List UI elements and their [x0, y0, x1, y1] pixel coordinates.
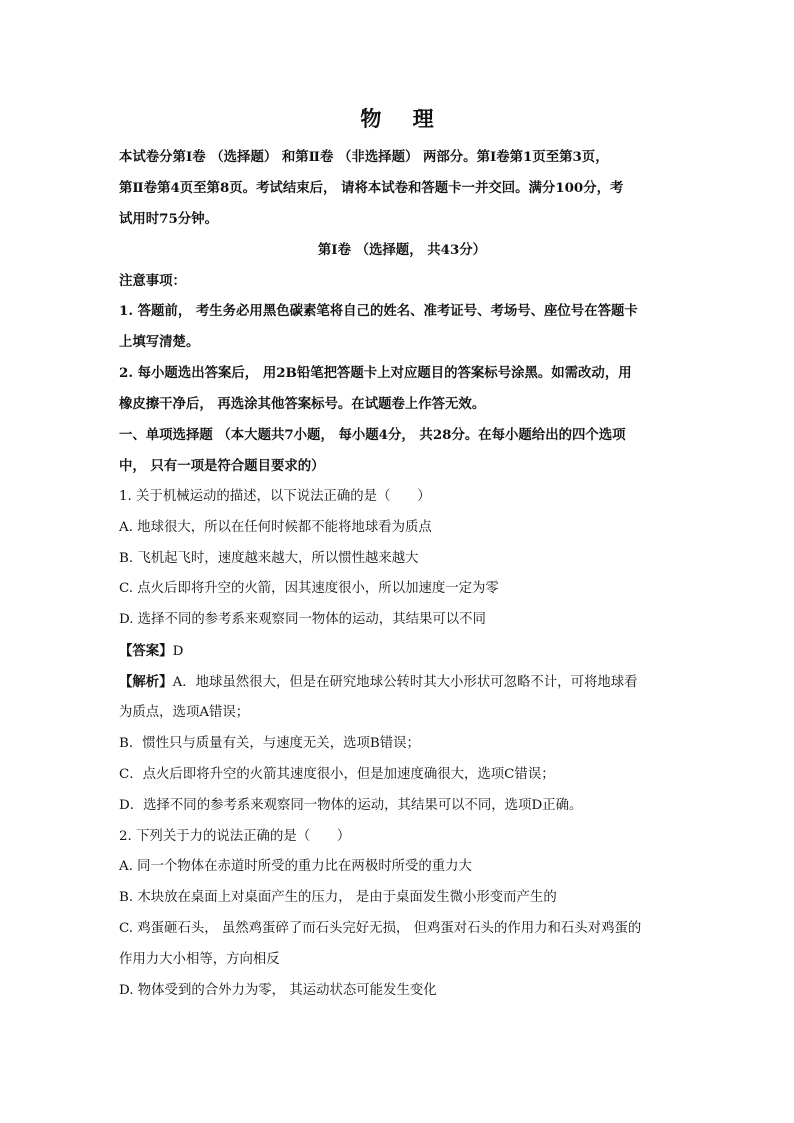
question-2-option-b: B. 木块放在桌面上对桌面产生的压力， 是由于桌面发生微小形变而产生的: [119, 890, 557, 906]
notice-line: 2. 每小题选出答案后， 用2B铅笔把答题卡上对应题目的答案标号涂黑。如需改动，用: [119, 365, 632, 382]
question-1-analysis: [119, 667, 685, 698]
question-2-option-a: A. 同一个物体在赤道时所受的重力比在两极时所受的重力大: [119, 859, 472, 875]
analysis-tag: 【解析】: [119, 674, 173, 691]
analysis-line: D．选择不同的参考系来观察同一物体的运动，其结果可以不同，选项D正确。: [119, 797, 583, 813]
analysis-text: A．地球虽然很大，但是在研究地球公转时其大小形状可忽略不计，可将地球看: [172, 675, 638, 691]
question-1-option-d: D. 选择不同的参考系来观察同一物体的运动，其结果可以不同: [119, 612, 486, 628]
answer-tag: 【答案】: [119, 643, 173, 660]
analysis-line: C．点火后即将升空的火箭其速度很小，但是加速度确很大，选项C错误；: [119, 766, 555, 782]
question-2-option-c: C. 鸡蛋砸石头， 虽然鸡蛋碎了而石头完好无损， 但鸡蛋对石头的作用力和石头对鸡蛋的: [119, 921, 642, 937]
answer-value: D: [172, 644, 184, 660]
part-heading: 一、单项选择题 （本大题共7小题， 每小题4分， 共28分。在每小题给出的四个选项: [119, 427, 626, 444]
part-heading: 中， 只有一项是符合题目要求的）: [119, 457, 325, 474]
page-content: [119, 142, 685, 1007]
notice-line: 1. 答题前， 考生务必用黑色碳素笔将自己的姓名、准考证号、考场号、座位号在答题卡: [119, 303, 638, 320]
notice-line: 上填写清楚。: [119, 334, 200, 351]
intro-line: 试用时75分钟。: [119, 210, 218, 227]
section-title: 第Ⅰ卷 （选择题， 共43分）: [317, 241, 487, 258]
question-1-option-a: A. 地球很大，所以在任何时候都不能将地球看为质点: [119, 519, 432, 535]
question-2-option-c-cont: 作用力大小相等，方向相反: [119, 952, 280, 968]
intro-line: 本试卷分第Ⅰ卷 （选择题） 和第Ⅱ卷 （非选择题） 两部分。第Ⅰ卷第1页至第3页，: [119, 149, 609, 165]
question-1-stem: 1. 关于机械运动的描述，以下说法正确的是（ ）: [119, 488, 431, 504]
question-2-stem: 2. 下列关于力的说法正确的是（ ）: [119, 828, 351, 844]
question-1-answer: [119, 636, 685, 667]
question-1-option-c: C. 点火后即将升空的火箭，因其速度很小，所以加速度一定为零: [119, 581, 499, 597]
question-2-option-d: D. 物体受到的合外力为零， 其运动状态可能发生变化: [119, 983, 437, 999]
analysis-line: 为质点，选项A错误；: [119, 705, 250, 721]
analysis-line: B．惯性只与质量有关，与速度无关，选项B错误；: [119, 735, 420, 751]
notice-line: 橡皮擦干净后， 再选涂其他答案标号。在试题卷上作答无效。: [119, 396, 486, 413]
question-1-option-b: B. 飞机起飞时，速度越来越大，所以惯性越来越大: [119, 550, 419, 566]
intro-line: 第Ⅱ卷第4页至第8页。考试结束后， 请将本试卷和答题卡一并交回。满分100分，考: [119, 179, 624, 196]
notice-heading: 注意事项：: [119, 272, 186, 289]
page-title: 物 理: [360, 106, 446, 131]
